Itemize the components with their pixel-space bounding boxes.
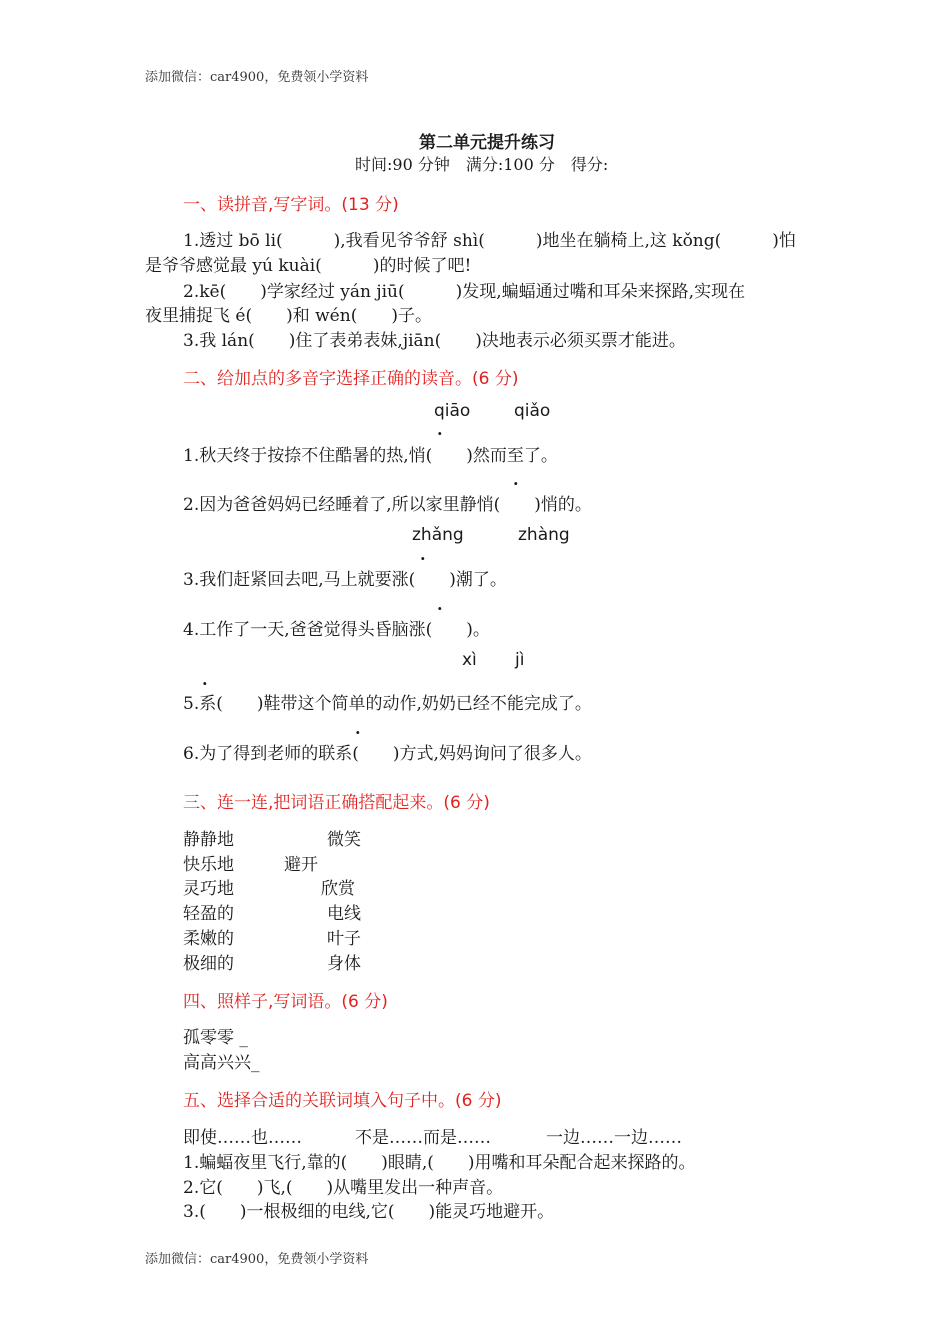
section-4-heading: 四、照样子,写词语。(6 分) [183,992,388,1012]
emphasis-dot: . [420,545,426,564]
match-left-word: 轻盈的 [183,904,234,924]
s2-item-3: 3.我们赶紧回去吧,马上就要涨( )潮了。 [183,570,507,590]
conjunction-option: 一边……一边…… [546,1128,682,1148]
emphasis-dot: . [513,470,519,489]
exam-meta: 时间:90 分钟 满分:100 分 得分: [355,155,609,174]
pinyin-option: zhǎng [412,525,464,545]
s1-line-5: 3.我 lán( )住了表弟表妹,jiān( )决地表示必须买票才能进。 [183,331,686,351]
page-footer-note: 添加微信：car4900，免费领小学资料 [145,1252,369,1267]
section-1-heading: 一、读拼音,写字词。(13 分) [183,195,399,215]
s1-line-2: 是爷爷感觉最 yú kuài( )的时候了吧! [145,256,472,276]
conjunction-option: 即使……也…… [183,1128,302,1148]
match-right-word: 电线 [327,904,361,924]
page-title: 第二单元提升练习 [419,133,555,153]
pinyin-option: qiāo [434,401,471,421]
match-right-word: 叶子 [327,929,361,949]
pinyin-option: jì [515,650,525,670]
s2-item-6: 6.为了得到老师的联系( )方式,妈妈询问了很多人。 [183,744,592,764]
s2-item-5: 5.系( )鞋带这个简单的动作,奶奶已经不能完成了。 [183,694,592,714]
section-2-heading: 二、给加点的多音字选择正确的读音。(6 分) [183,369,519,389]
s2-item-4: 4.工作了一天,爸爸觉得头昏脑涨( )。 [183,620,490,640]
s2-item-1: 1.秋天终于按捺不住酷暑的热,悄( )然而至了。 [183,446,558,466]
s1-line-1: 1.透过 bō li( ),我看见爷爷舒 shì( )地坐在躺椅上,这 kǒng( )怕 [183,231,796,251]
emphasis-dot: . [437,420,443,439]
emphasis-dot: . [437,595,443,614]
pinyin-option: zhàng [518,525,570,545]
s2-item-2: 2.因为爸爸妈妈已经睡着了,所以家里静悄( )悄的。 [183,495,592,515]
pinyin-option: qiǎo [514,401,551,421]
emphasis-dot: . [355,719,361,738]
match-right-word: 欣赏 [321,879,355,899]
match-left-word: 柔嫩的 [183,929,234,949]
s5-line-3: 3.( )一根极细的电线,它( )能灵巧地避开。 [183,1202,555,1222]
match-left-word: 极细的 [183,954,234,974]
match-right-word: 微笑 [327,830,361,850]
s1-line-4: 夜里捕捉飞 é( )和 wén( )子。 [145,306,432,326]
emphasis-dot: . [202,670,208,689]
s5-line-2: 2.它( )飞,( )从嘴里发出一种声音。 [183,1178,504,1198]
section-5-heading: 五、选择合适的关联词填入句子中。(6 分) [183,1091,502,1111]
pinyin-option: xì [462,650,477,670]
page-header-note: 添加微信：car4900，免费领小学资料 [145,70,369,85]
s4-line-2: 高高兴兴_ [183,1053,260,1073]
conjunction-option: 不是……而是…… [355,1128,491,1148]
match-left-word: 灵巧地 [183,879,234,899]
match-right-word: 避开 [284,855,318,875]
s4-line-1: 孤零零 _ [183,1028,248,1048]
match-right-word: 身体 [327,954,361,974]
s1-line-3: 2.kē( )学家经过 yán jiū( )发现,蝙蝠通过嘴和耳朵来探路,实现在 [183,282,746,302]
match-left-word: 快乐地 [183,855,234,875]
s5-line-1: 1.蝙蝠夜里飞行,靠的( )眼睛,( )用嘴和耳朵配合起来探路的。 [183,1153,696,1173]
section-3-heading: 三、连一连,把词语正确搭配起来。(6 分) [183,793,490,813]
match-left-word: 静静地 [183,830,234,850]
